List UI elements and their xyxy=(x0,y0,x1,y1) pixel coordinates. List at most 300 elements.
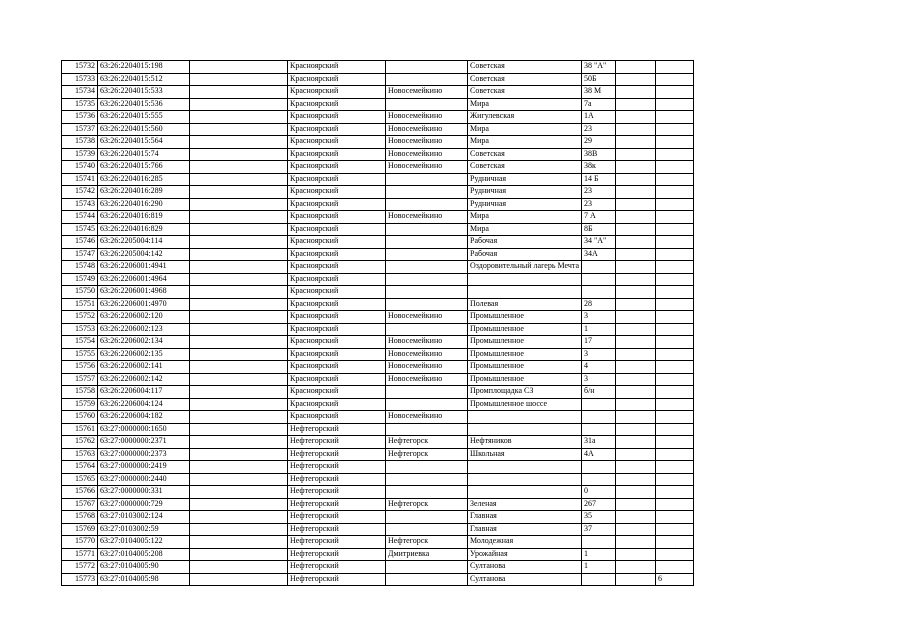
locality-cell: Новосемейкино xyxy=(386,411,468,424)
extra-cell-2 xyxy=(656,186,694,199)
row-number-cell: 15759 xyxy=(62,398,98,411)
extra-cell xyxy=(616,211,656,224)
extra-cell xyxy=(616,561,656,574)
street-cell: Промышленное xyxy=(468,323,582,336)
district-cell: Нефтегорский xyxy=(288,423,386,436)
cadastral-number-cell: 63:26:2206002:141 xyxy=(98,361,190,374)
extra-cell xyxy=(616,86,656,99)
district-cell: Красноярский xyxy=(288,398,386,411)
cadastral-number-cell: 63:26:2206001:4964 xyxy=(98,273,190,286)
street-cell: Рудничная xyxy=(468,173,582,186)
row-number-cell: 15740 xyxy=(62,161,98,174)
house-cell: 3 xyxy=(582,311,616,324)
table-row xyxy=(62,448,694,461)
extra-cell-2 xyxy=(656,123,694,136)
street-cell: Рудничная xyxy=(468,198,582,211)
extra-cell-2 xyxy=(656,198,694,211)
extra-cell xyxy=(616,136,656,149)
locality-cell: Новосемейкино xyxy=(386,111,468,124)
street-cell: Промплощадка СЗ xyxy=(468,386,582,399)
row-number-cell: 15749 xyxy=(62,273,98,286)
locality-cell xyxy=(386,523,468,536)
blank-cell xyxy=(190,148,288,161)
row-number-cell: 15762 xyxy=(62,436,98,449)
extra-cell-2 xyxy=(656,148,694,161)
street-cell: Школьная xyxy=(468,448,582,461)
street-cell: Нефтяников xyxy=(468,436,582,449)
street-cell xyxy=(468,423,582,436)
district-cell: Красноярский xyxy=(288,123,386,136)
street-cell: Рабочая xyxy=(468,248,582,261)
locality-cell xyxy=(386,73,468,86)
extra-cell xyxy=(616,248,656,261)
table-row xyxy=(62,348,694,361)
cadastral-number-cell: 63:26:2206002:120 xyxy=(98,311,190,324)
table-row xyxy=(62,461,694,474)
locality-cell: Новосемейкино xyxy=(386,373,468,386)
district-cell: Красноярский xyxy=(288,186,386,199)
extra-cell-2 xyxy=(656,173,694,186)
cadastral-number-cell: 63:27:0000000:2371 xyxy=(98,436,190,449)
row-number-cell: 15755 xyxy=(62,348,98,361)
blank-cell xyxy=(190,161,288,174)
cadastral-number-cell: 63:26:2204016:829 xyxy=(98,223,190,236)
row-number-cell: 15742 xyxy=(62,186,98,199)
extra-cell xyxy=(616,111,656,124)
table-row xyxy=(62,73,694,86)
locality-cell xyxy=(386,473,468,486)
extra-cell xyxy=(616,286,656,299)
extra-cell-2 xyxy=(656,448,694,461)
street-cell: Мира xyxy=(468,211,582,224)
blank-cell xyxy=(190,111,288,124)
table-row xyxy=(62,311,694,324)
district-cell: Красноярский xyxy=(288,248,386,261)
blank-cell xyxy=(190,86,288,99)
blank-cell xyxy=(190,411,288,424)
district-cell: Нефтегорский xyxy=(288,473,386,486)
cadastral-number-cell: 63:27:0000000:1650 xyxy=(98,423,190,436)
table-row xyxy=(62,473,694,486)
cadastral-number-cell: 63:26:2204016:290 xyxy=(98,198,190,211)
blank-cell xyxy=(190,173,288,186)
locality-cell xyxy=(386,236,468,249)
locality-cell xyxy=(386,261,468,274)
locality-cell xyxy=(386,61,468,74)
district-cell: Нефтегорский xyxy=(288,498,386,511)
house-cell xyxy=(582,286,616,299)
extra-cell-2 xyxy=(656,461,694,474)
locality-cell: Дмитриевка xyxy=(386,548,468,561)
row-number-cell: 15748 xyxy=(62,261,98,274)
street-cell xyxy=(468,486,582,499)
district-cell: Красноярский xyxy=(288,323,386,336)
street-cell: Мира xyxy=(468,136,582,149)
row-number-cell: 15732 xyxy=(62,61,98,74)
cadastral-number-cell: 63:26:2204015:74 xyxy=(98,148,190,161)
row-number-cell: 15766 xyxy=(62,486,98,499)
district-cell: Красноярский xyxy=(288,111,386,124)
locality-cell xyxy=(386,198,468,211)
row-number-cell: 15757 xyxy=(62,373,98,386)
blank-cell xyxy=(190,248,288,261)
locality-cell: Нефтегорск xyxy=(386,498,468,511)
district-cell: Красноярский xyxy=(288,298,386,311)
extra-cell xyxy=(616,148,656,161)
house-cell: 3 xyxy=(582,373,616,386)
blank-cell xyxy=(190,523,288,536)
cadastral-number-cell: 63:27:0104005:98 xyxy=(98,573,190,586)
blank-cell xyxy=(190,73,288,86)
house-cell: 267 xyxy=(582,498,616,511)
extra-cell-2 xyxy=(656,536,694,549)
blank-cell xyxy=(190,448,288,461)
row-number-cell: 15733 xyxy=(62,73,98,86)
district-cell: Красноярский xyxy=(288,336,386,349)
district-cell: Красноярский xyxy=(288,386,386,399)
table-row xyxy=(62,398,694,411)
locality-cell: Новосемейкино xyxy=(386,348,468,361)
row-number-cell: 15754 xyxy=(62,336,98,349)
extra-cell-2 xyxy=(656,498,694,511)
extra-cell xyxy=(616,311,656,324)
blank-cell xyxy=(190,511,288,524)
house-cell xyxy=(582,573,616,586)
extra-cell-2 xyxy=(656,511,694,524)
row-number-cell: 15741 xyxy=(62,173,98,186)
house-cell: 1 xyxy=(582,561,616,574)
extra-cell-2 xyxy=(656,323,694,336)
extra-cell xyxy=(616,198,656,211)
row-number-cell: 15737 xyxy=(62,123,98,136)
table-row xyxy=(62,273,694,286)
district-cell: Красноярский xyxy=(288,98,386,111)
house-cell: 38В xyxy=(582,148,616,161)
district-cell: Красноярский xyxy=(288,348,386,361)
street-cell: Промышленное xyxy=(468,336,582,349)
house-cell: 38 М xyxy=(582,86,616,99)
table-body xyxy=(62,61,694,586)
district-cell: Красноярский xyxy=(288,261,386,274)
district-cell: Красноярский xyxy=(288,173,386,186)
cadastral-number-cell: 63:27:0103002:124 xyxy=(98,511,190,524)
house-cell xyxy=(582,473,616,486)
cadastral-number-cell: 63:27:0104005:208 xyxy=(98,548,190,561)
locality-cell xyxy=(386,486,468,499)
street-cell: Промышленное xyxy=(468,348,582,361)
house-cell: 3 xyxy=(582,348,616,361)
district-cell: Красноярский xyxy=(288,286,386,299)
blank-cell xyxy=(190,423,288,436)
row-number-cell: 15751 xyxy=(62,298,98,311)
table-row xyxy=(62,161,694,174)
district-cell: Красноярский xyxy=(288,148,386,161)
cadastral-number-cell: 63:26:2204015:536 xyxy=(98,98,190,111)
table-row xyxy=(62,561,694,574)
cadastral-number-cell: 63:26:2204015:766 xyxy=(98,161,190,174)
street-cell: Советская xyxy=(468,86,582,99)
table-row xyxy=(62,98,694,111)
extra-cell-2 xyxy=(656,136,694,149)
house-cell: 35 xyxy=(582,511,616,524)
table-row xyxy=(62,86,694,99)
table-row xyxy=(62,236,694,249)
extra-cell-2 xyxy=(656,398,694,411)
blank-cell xyxy=(190,273,288,286)
locality-cell xyxy=(386,298,468,311)
table-row xyxy=(62,498,694,511)
street-cell: Мира xyxy=(468,223,582,236)
extra-cell-2 xyxy=(656,273,694,286)
extra-cell-2 xyxy=(656,473,694,486)
cadastral-number-cell: 63:26:2204016:285 xyxy=(98,173,190,186)
blank-cell xyxy=(190,136,288,149)
table-row xyxy=(62,573,694,586)
locality-cell: Новосемейкино xyxy=(386,123,468,136)
blank-cell xyxy=(190,436,288,449)
blank-cell xyxy=(190,61,288,74)
extra-cell xyxy=(616,386,656,399)
cadastral-number-cell: 63:27:0104005:90 xyxy=(98,561,190,574)
street-cell: Советская xyxy=(468,148,582,161)
street-cell: Промышленное xyxy=(468,311,582,324)
street-cell: Главная xyxy=(468,511,582,524)
table-row xyxy=(62,523,694,536)
locality-cell xyxy=(386,461,468,474)
cadastral-number-cell: 63:26:2205004:114 xyxy=(98,236,190,249)
extra-cell-2 xyxy=(656,548,694,561)
table-row xyxy=(62,423,694,436)
blank-cell xyxy=(190,548,288,561)
table-row xyxy=(62,261,694,274)
street-cell: Советская xyxy=(468,161,582,174)
table-row xyxy=(62,123,694,136)
locality-cell xyxy=(386,286,468,299)
cadastral-number-cell: 63:26:2204015:564 xyxy=(98,136,190,149)
blank-cell xyxy=(190,561,288,574)
table-row xyxy=(62,248,694,261)
cadastral-number-cell: 63:26:2206004:117 xyxy=(98,386,190,399)
house-cell: 50Б xyxy=(582,73,616,86)
district-cell: Нефтегорский xyxy=(288,536,386,549)
cadastral-number-cell: 63:26:2206004:182 xyxy=(98,411,190,424)
table-row xyxy=(62,386,694,399)
district-cell: Красноярский xyxy=(288,236,386,249)
extra-cell xyxy=(616,548,656,561)
table-row xyxy=(62,373,694,386)
extra-cell-2 xyxy=(656,286,694,299)
district-cell: Нефтегорский xyxy=(288,448,386,461)
blank-cell xyxy=(190,298,288,311)
table-row xyxy=(62,323,694,336)
extra-cell xyxy=(616,486,656,499)
extra-cell xyxy=(616,298,656,311)
row-number-cell: 15747 xyxy=(62,248,98,261)
cadastral-number-cell: 63:26:2206002:135 xyxy=(98,348,190,361)
extra-cell-2 xyxy=(656,523,694,536)
street-cell: Мира xyxy=(468,98,582,111)
table-row xyxy=(62,361,694,374)
extra-cell-2 xyxy=(656,223,694,236)
cadastral-number-cell: 63:26:2204015:560 xyxy=(98,123,190,136)
street-cell: Промышленное шоссе xyxy=(468,398,582,411)
cadastral-number-cell: 63:26:2205004:142 xyxy=(98,248,190,261)
street-cell: Султанова xyxy=(468,573,582,586)
extra-cell xyxy=(616,186,656,199)
extra-cell xyxy=(616,236,656,249)
table-row xyxy=(62,286,694,299)
cadastral-number-cell: 63:27:0000000:331 xyxy=(98,486,190,499)
locality-cell: Новосемейкино xyxy=(386,161,468,174)
house-cell xyxy=(582,461,616,474)
extra-cell xyxy=(616,123,656,136)
district-cell: Красноярский xyxy=(288,86,386,99)
street-cell: Зеленая xyxy=(468,498,582,511)
row-number-cell: 15734 xyxy=(62,86,98,99)
street-cell xyxy=(468,273,582,286)
extra-cell xyxy=(616,273,656,286)
house-cell: 4А xyxy=(582,448,616,461)
house-cell xyxy=(582,536,616,549)
district-cell: Красноярский xyxy=(288,373,386,386)
extra-cell-2 xyxy=(656,373,694,386)
blank-cell xyxy=(190,536,288,549)
locality-cell: Новосемейкино xyxy=(386,211,468,224)
locality-cell: Нефтегорск xyxy=(386,448,468,461)
blank-cell xyxy=(190,398,288,411)
street-cell: Рабочая xyxy=(468,236,582,249)
house-cell: 31а xyxy=(582,436,616,449)
house-cell: 37 xyxy=(582,523,616,536)
row-number-cell: 15761 xyxy=(62,423,98,436)
row-number-cell: 15771 xyxy=(62,548,98,561)
extra-cell-2 xyxy=(656,211,694,224)
district-cell: Нефтегорский xyxy=(288,548,386,561)
row-number-cell: 15764 xyxy=(62,461,98,474)
street-cell xyxy=(468,411,582,424)
table-row xyxy=(62,298,694,311)
district-cell: Красноярский xyxy=(288,136,386,149)
cadastral-number-cell: 63:26:2204015:533 xyxy=(98,86,190,99)
extra-cell-2 xyxy=(656,161,694,174)
locality-cell xyxy=(386,386,468,399)
row-number-cell: 15758 xyxy=(62,386,98,399)
blank-cell xyxy=(190,486,288,499)
locality-cell xyxy=(386,511,468,524)
extra-cell-2 xyxy=(656,361,694,374)
table-row xyxy=(62,198,694,211)
blank-cell xyxy=(190,223,288,236)
table-row xyxy=(62,211,694,224)
table-row xyxy=(62,536,694,549)
extra-cell-2 xyxy=(656,348,694,361)
extra-cell-2 xyxy=(656,561,694,574)
cadastral-number-cell: 63:26:2206002:142 xyxy=(98,373,190,386)
extra-cell-2 xyxy=(656,298,694,311)
district-cell: Красноярский xyxy=(288,61,386,74)
table-row xyxy=(62,486,694,499)
blank-cell xyxy=(190,336,288,349)
house-cell: 28 xyxy=(582,298,616,311)
extra-cell-2 xyxy=(656,86,694,99)
extra-cell-2 xyxy=(656,61,694,74)
cadastral-number-cell: 63:26:2204015:512 xyxy=(98,73,190,86)
cadastral-number-cell: 63:27:0000000:2419 xyxy=(98,461,190,474)
row-number-cell: 15752 xyxy=(62,311,98,324)
district-cell: Нефтегорский xyxy=(288,523,386,536)
house-cell: 1 xyxy=(582,323,616,336)
data-table xyxy=(61,60,694,586)
cadastral-number-cell: 63:26:2204015:555 xyxy=(98,111,190,124)
street-cell xyxy=(468,461,582,474)
district-cell: Красноярский xyxy=(288,361,386,374)
row-number-cell: 15772 xyxy=(62,561,98,574)
blank-cell xyxy=(190,236,288,249)
cadastral-number-cell: 63:26:2204015:198 xyxy=(98,61,190,74)
row-number-cell: 15739 xyxy=(62,148,98,161)
extra-cell xyxy=(616,61,656,74)
locality-cell xyxy=(386,273,468,286)
row-number-cell: 15738 xyxy=(62,136,98,149)
locality-cell xyxy=(386,186,468,199)
extra-cell xyxy=(616,161,656,174)
extra-cell xyxy=(616,261,656,274)
extra-cell xyxy=(616,398,656,411)
house-cell: 23 xyxy=(582,198,616,211)
locality-cell xyxy=(386,248,468,261)
table-row xyxy=(62,111,694,124)
house-cell: 4 xyxy=(582,361,616,374)
blank-cell xyxy=(190,211,288,224)
extra-cell xyxy=(616,98,656,111)
extra-cell-2 xyxy=(656,336,694,349)
table-row xyxy=(62,61,694,74)
table-row xyxy=(62,336,694,349)
street-cell: Промышленное xyxy=(468,361,582,374)
house-cell: 7 А xyxy=(582,211,616,224)
extra-cell-2 xyxy=(656,486,694,499)
cadastral-number-cell: 63:27:0104005:122 xyxy=(98,536,190,549)
blank-cell xyxy=(190,198,288,211)
extra-cell xyxy=(616,336,656,349)
street-cell: Советская xyxy=(468,61,582,74)
district-cell: Красноярский xyxy=(288,223,386,236)
cadastral-number-cell: 63:26:2206002:134 xyxy=(98,336,190,349)
table-row xyxy=(62,548,694,561)
extra-cell xyxy=(616,423,656,436)
house-cell xyxy=(582,273,616,286)
street-cell: Султанова xyxy=(468,561,582,574)
row-number-cell: 15736 xyxy=(62,111,98,124)
extra-cell xyxy=(616,473,656,486)
house-cell: 29 xyxy=(582,136,616,149)
street-cell: Урожайная xyxy=(468,548,582,561)
locality-cell: Новосемейкино xyxy=(386,86,468,99)
extra-cell xyxy=(616,573,656,586)
district-cell: Красноярский xyxy=(288,411,386,424)
row-number-cell: 15765 xyxy=(62,473,98,486)
row-number-cell: 15760 xyxy=(62,411,98,424)
extra-cell xyxy=(616,373,656,386)
house-cell xyxy=(582,398,616,411)
district-cell: Красноярский xyxy=(288,311,386,324)
cadastral-number-cell: 63:27:0000000:729 xyxy=(98,498,190,511)
district-cell: Красноярский xyxy=(288,273,386,286)
district-cell: Нефтегорский xyxy=(288,486,386,499)
locality-cell: Новосемейкино xyxy=(386,361,468,374)
district-cell: Красноярский xyxy=(288,73,386,86)
table-row xyxy=(62,436,694,449)
